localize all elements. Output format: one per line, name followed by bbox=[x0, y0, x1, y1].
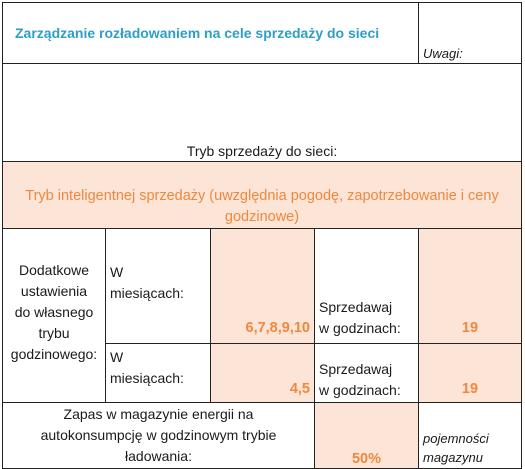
sell-hours-label-line: Sprzedawaj bbox=[319, 299, 393, 315]
sell-hours-label-line: w godzinach: bbox=[319, 320, 401, 336]
months-label-cell-2 bbox=[105, 343, 211, 403]
reserve-note-line: magazynu bbox=[423, 450, 483, 465]
months-label-line: miesiącach: bbox=[110, 370, 184, 386]
sell-hours-label-line: Sprzedawaj bbox=[319, 361, 393, 377]
notes-header-cell bbox=[418, 2, 522, 64]
sales-mode-value: Tryb inteligentnej sprzedaży (uwzględnia pogodę, zapotrzebowanie i ceny godzinowe) bbox=[25, 188, 499, 225]
reserve-note-line: pojemności bbox=[423, 431, 489, 446]
months-label bbox=[110, 347, 184, 389]
hours-value: 19 bbox=[461, 381, 479, 397]
sell-hours-label-line: w godzinach: bbox=[319, 382, 401, 398]
mode-label: Tryb sprzedaży do sieci: bbox=[186, 143, 338, 159]
reserve-input[interactable] bbox=[314, 402, 419, 469]
sell-hours-label bbox=[319, 359, 401, 401]
hours-input-2[interactable] bbox=[418, 343, 522, 403]
months-label-line: miesiącach: bbox=[110, 285, 184, 301]
hourly-settings-label-line: do własnego bbox=[14, 304, 94, 320]
sell-hours-label-cell-1 bbox=[314, 228, 419, 344]
mode-label-cell bbox=[2, 63, 522, 162]
reserve-value: 50% bbox=[351, 451, 382, 467]
months-label-line: W bbox=[110, 264, 124, 280]
hours-input-1[interactable] bbox=[418, 228, 522, 344]
reserve-note bbox=[423, 429, 489, 467]
hourly-settings-label-line: Dodatkowe bbox=[18, 262, 90, 278]
months-label-cell-1 bbox=[105, 228, 211, 344]
hourly-settings-label bbox=[3, 260, 105, 365]
sell-hours-label-cell-2 bbox=[314, 343, 419, 403]
hourly-settings-label-line: godzinowego: bbox=[10, 346, 98, 362]
sales-mode-select[interactable] bbox=[2, 161, 522, 229]
reserve-label-line: ładowania: bbox=[125, 448, 192, 464]
reserve-note-cell bbox=[418, 402, 522, 469]
reserve-label bbox=[3, 404, 314, 467]
months-label bbox=[110, 262, 184, 304]
reserve-label-line: Zapas w magazynie energii na bbox=[63, 406, 254, 422]
hourly-settings-label-line: ustawienia bbox=[20, 283, 88, 299]
months-value: 4,5 bbox=[289, 381, 310, 397]
months-input-1[interactable] bbox=[210, 228, 315, 344]
title-cell bbox=[2, 2, 419, 64]
reserve-label-cell bbox=[2, 402, 315, 469]
hours-value: 19 bbox=[461, 320, 479, 336]
page-title: Zarządzanie rozładowaniem na cele sprzedaży do sieci bbox=[15, 25, 380, 41]
months-value: 6,7,8,9,10 bbox=[245, 320, 310, 336]
months-input-2[interactable] bbox=[210, 343, 315, 403]
hourly-settings-label-cell bbox=[2, 228, 106, 403]
months-label-line: W bbox=[110, 349, 124, 365]
notes-label: Uwagi: bbox=[423, 46, 463, 61]
sell-hours-label bbox=[319, 297, 401, 339]
reserve-label-line: autokonsumpcję w godzinowym trybie bbox=[40, 427, 277, 443]
hourly-settings-label-line: trybu bbox=[38, 325, 70, 341]
